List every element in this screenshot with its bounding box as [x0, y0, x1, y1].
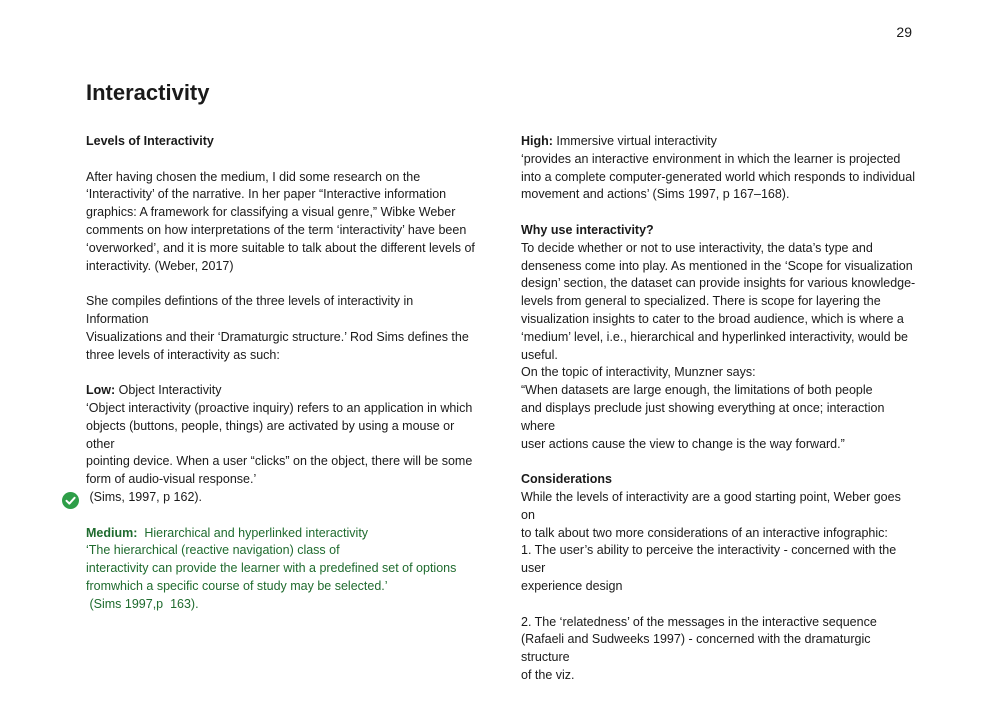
low-name: Object Interactivity: [115, 383, 222, 398]
considerations-item-2: 2. The ‘relatedness’ of the messages in the interactive sequence (Rafaeli and Sudweeks 1997) - concerned with the dramaturgic structure of the viz.: [521, 614, 877, 682]
low-label: Low:: [86, 383, 116, 398]
considerations-heading: Considerations: [521, 472, 612, 487]
considerations-paragraph: While the levels of interactivity are a good starting point, Weber goes on to talk about two more considerations of an interactive infographic: 1. The user’s ability to perceive the interactivity - concerned with the user experience design: [521, 489, 901, 593]
check-circle-icon: [62, 492, 79, 509]
why-heading: Why use interactivity?: [521, 222, 654, 237]
medium-level-block: Medium: Hierarchical and hyperlinked interactivity ‘The hierarchical (reactive navigation) class of interactivity can provide the learner with a predefined set of options fromwhich a specific course of study may be selected.’ (Sims 1997,p 163).: [86, 525, 457, 611]
why-paragraph: To decide whether or not to use interactivity, the data’s type and denseness come into play. As mentioned in the ‘Scope for visualization design’ section, the dataset can provide insights for various knowledge- levels from general to specialized. There is scope for layering the visualization insights to cater to the broad audience, which is where a ‘medium’ level, i.e., hierarchical and hyperlinked interactivity, would be useful. On the topic of interactivity, Munzner says: “When datasets are large enough, the limitations of both people and displays preclude just showing everything at once; interaction where user actions cause the view to change is the way forward.”: [521, 240, 916, 451]
high-level-block: High: Immersive virtual interactivity ‘provides an interactive environment in which the learner is projected into a complete computer-generated world which responds to individual movement and actions’ (Sims 1997, p 167–168).: [521, 134, 915, 202]
high-label: High:: [521, 134, 553, 148]
low-level-block: Low: Object Interactivity ‘Object interactivity (proactive inquiry) refers to an application in which objects (buttons, people, things) are activated by using a mouse or other pointing device. When a user “clicks” on the object, there will be some form of audio-visual response.’ (Sims, 1997, p 162).: [86, 383, 473, 504]
left-column: [86, 133, 478, 614]
page-title: Interactivity: [86, 80, 210, 105]
high-name: Immersive virtual interactivity: [552, 134, 717, 148]
medium-label: Medium:: [86, 525, 138, 540]
intro-paragraph: After having chosen the medium, I did some research on the ‘Interactivity’ of the narrative. In her paper “Interactive information graphics: A framework for classifying a visual genre,” Wibke Weber comments on how interpretations of the term ‘interactivity’ have been ‘overworked’, and it is more suitable to talk about the different levels of interactivity. (Weber, 2017): [86, 169, 475, 273]
medium-name: Hierarchical and hyperlinked interactivity: [137, 525, 369, 540]
sims-paragraph: She compiles defintions of the three levels of interactivity in Information Visualizations and their ‘Dramaturgic structure.’ Rod Sims defines the three levels of interactivity as such:: [86, 294, 469, 362]
levels-heading: Levels of Interactivity: [86, 134, 214, 148]
right-column: [521, 133, 917, 685]
page-number: 29: [896, 24, 912, 40]
